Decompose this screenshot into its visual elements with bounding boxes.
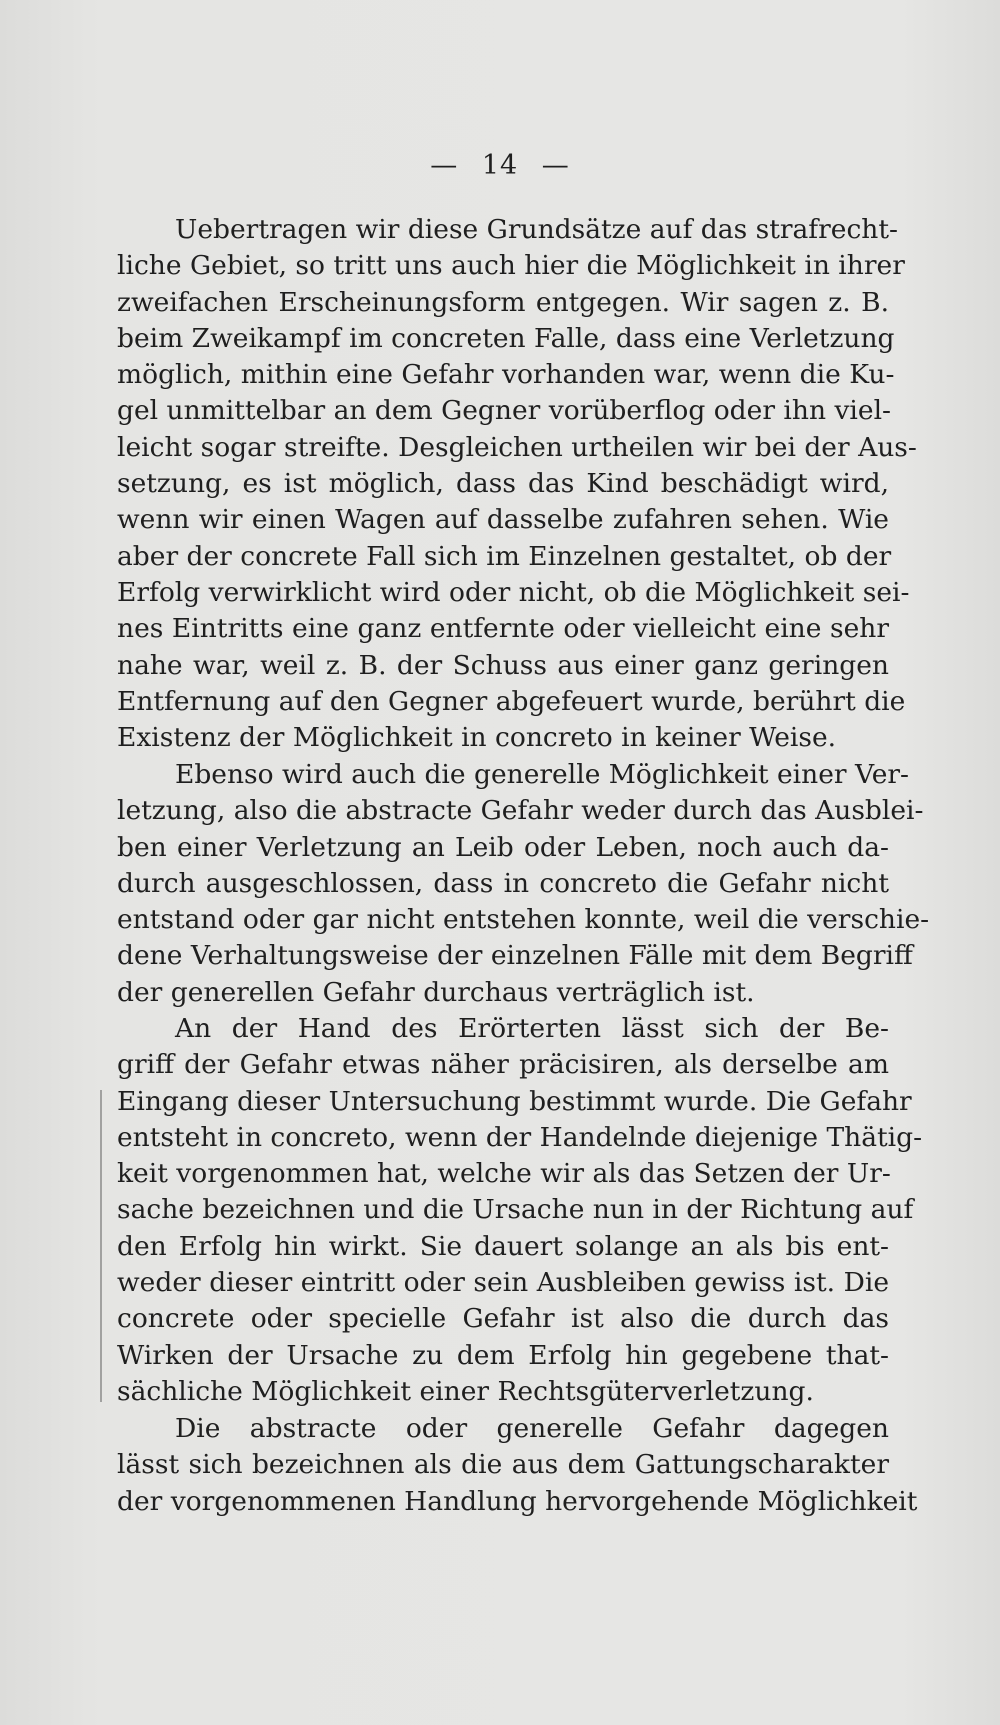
text-line: Erfolg verwirklicht wird oder nicht, ob die Möglichkeit sei- — [117, 576, 910, 608]
text-line: keit vorgenommen hat, welche wir als das Setzen der Ur- — [117, 1158, 891, 1190]
text-line: Wirken der Ursache zu dem Erfolg hin gegebene that- — [117, 1339, 889, 1371]
text-line: beim Zweikampf im concreten Falle, dass eine Verletzung — [117, 322, 895, 354]
page-number-dash-left: — — [430, 150, 459, 181]
text-line: ben einer Verletzung an Leib oder Leben, noch auch da- — [117, 831, 889, 863]
text-line: griff der Gefahr etwas näher präcisiren, als derselbe am — [117, 1049, 889, 1081]
text-line: weder dieser eintritt oder sein Ausbleiben gewiss ist. Die — [117, 1267, 889, 1299]
text-line: zweifachen Erscheinungsform entgegen. Wir sagen z. B. — [117, 286, 889, 318]
text-line: möglich, mithin eine Gefahr vorhanden war, wenn die Ku- — [117, 359, 895, 391]
text-line: dene Verhaltungsweise der einzelnen Fälle mit dem Begriff — [117, 940, 913, 972]
text-line: An der Hand des Erörterten lässt sich der Be- — [175, 1013, 889, 1044]
text-line: aber der concrete Fall sich im Einzelnen gestaltet, ob der — [117, 540, 892, 572]
text-line: letzung, also die abstracte Gefahr weder durch das Ausblei- — [117, 795, 924, 827]
text-line: gel unmittelbar an dem Gegner vorüberflog oder ihn viel- — [117, 395, 892, 427]
text-line: Existenz der Möglichkeit in concreto in keiner Weise. — [117, 722, 837, 754]
text-line: wenn wir einen Wagen auf dasselbe zufahren sehen. Wie — [117, 504, 889, 536]
text-line: sächliche Möglichkeit einer Rechtsgüterverletzung. — [117, 1375, 814, 1407]
paragraph-1 — [117, 212, 917, 756]
text-line: lässt sich bezeichnen als die aus dem Gattungscharakter — [117, 1449, 889, 1481]
text-line: entsteht in concreto, wenn der Handelnde diejenige Thätig- — [117, 1121, 923, 1153]
paragraph-2 — [117, 757, 930, 1011]
margin-pencil-mark — [100, 1090, 102, 1402]
text-line: entstand oder gar nicht entstehen konnte, weil die verschie- — [117, 904, 930, 936]
text-line: Eingang dieser Untersuchung bestimmt wurde. Die Gefahr — [117, 1085, 912, 1117]
text-line: nahe war, weil z. B. der Schuss aus einer ganz geringen — [117, 649, 889, 681]
text-line: der generellen Gefahr durchaus verträglich ist. — [117, 976, 755, 1008]
text-line: nes Eintritts eine ganz entfernte oder vielleicht eine sehr — [117, 613, 889, 645]
text-line: concrete oder specielle Gefahr ist also die durch das — [117, 1303, 889, 1335]
paragraph-3 — [117, 1011, 923, 1410]
page-number: 14 — [481, 150, 519, 181]
text-line: setzung, es ist möglich, dass das Kind beschädigt wird, — [117, 468, 889, 500]
page-number-header — [0, 150, 1000, 181]
text-line: leicht sogar streifte. Desgleichen urtheilen wir bei der Aus- — [117, 431, 917, 463]
text-line: der vorgenommenen Handlung hervorgehende Möglichkeit — [117, 1485, 918, 1517]
text-line: Uebertragen wir diese Grundsätze auf das strafrecht- — [175, 214, 898, 245]
text-line: liche Gebiet, so tritt uns auch hier die Möglichkeit in ihrer — [117, 250, 905, 282]
text-line: Ebenso wird auch die generelle Möglichkeit einer Ver- — [175, 759, 910, 790]
text-line: sache bezeichnen und die Ursache nun in der Richtung auf — [117, 1194, 914, 1226]
paragraph-4 — [117, 1411, 918, 1520]
text-line: Die abstracte oder generelle Gefahr dagegen — [175, 1413, 889, 1444]
text-line: den Erfolg hin wirkt. Sie dauert solange an als bis ent- — [117, 1230, 889, 1262]
text-line: Entfernung auf den Gegner abgefeuert wurde, berührt die — [117, 685, 906, 717]
text-line: durch ausgeschlossen, dass in concreto die Gefahr nicht — [117, 867, 889, 899]
page-number-dash-right: — — [541, 150, 570, 181]
